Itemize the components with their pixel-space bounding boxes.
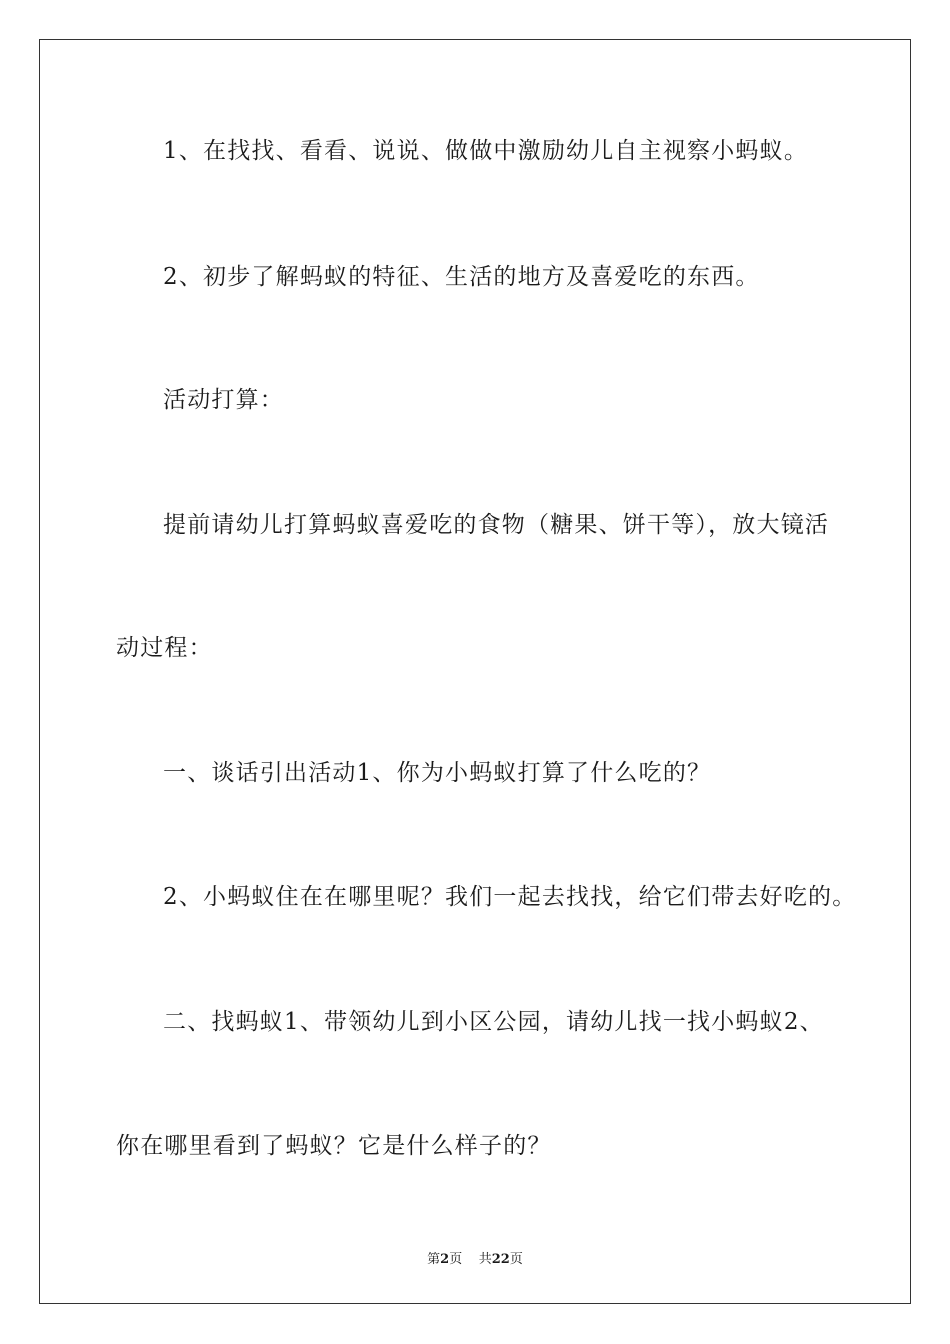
paragraph-line: 提前请幼儿打算蚂蚁喜爱吃的食物（糖果、饼干等），放大镜活 (163, 512, 830, 538)
paragraph-line: 1、在找找、看看、说说、做做中激励幼儿自主视察小蚂蚁。 (163, 138, 809, 164)
total-prefix: 共 (478, 1252, 492, 1267)
paragraph-line: 你在哪里看到了蚂蚁？它是什么样子的？ (116, 1133, 552, 1159)
total-pages: 22 (491, 1252, 510, 1267)
paragraph-line: 2、小蚂蚁住在在哪里呢？我们一起去找找，给它们带去好吃的。 (163, 884, 857, 910)
paragraph-line: 二、找蚂蚁1、带领幼儿到小区公园，请幼儿找一找小蚂蚁2、 (163, 1009, 824, 1035)
paragraph-line: 活动打算： (163, 387, 284, 413)
total-suffix: 页 (509, 1252, 523, 1267)
page-footer (0, 1248, 950, 1267)
page-prefix: 第 (427, 1252, 441, 1267)
page-border (39, 39, 911, 1304)
paragraph-line: 2、初步了解蚂蚁的特征、生活的地方及喜爱吃的东西。 (163, 264, 760, 290)
page-number: 2 (440, 1252, 450, 1267)
page-suffix: 页 (449, 1252, 463, 1267)
paragraph-line: 一、谈话引出活动1、你为小蚂蚁打算了什么吃的？ (163, 760, 712, 786)
paragraph-line: 动过程： (116, 635, 213, 661)
